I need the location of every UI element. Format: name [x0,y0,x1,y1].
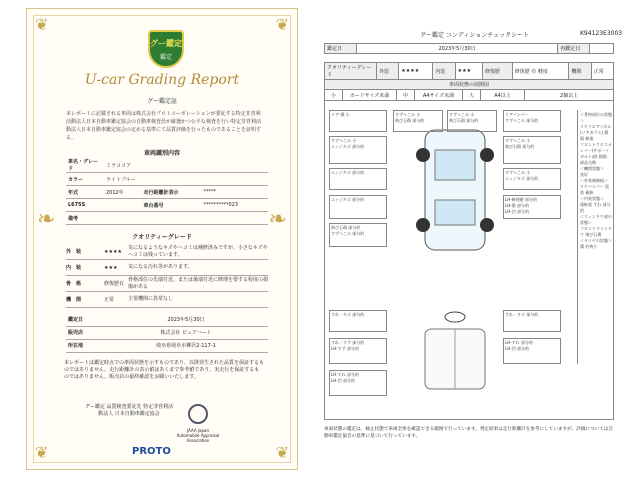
damage-note: エッジキズ 部分的 [329,195,387,219]
table-row: L675S 車台番号 **********023 [66,199,268,212]
ornament-corner-icon: ❦ [35,443,49,462]
ornament-corner-icon: ❦ [275,443,289,462]
wheel-icon [416,218,430,232]
proto-logo: PROTO [132,446,171,457]
vehicle-top-diagram [395,120,515,260]
table-row: 年式 2012年 走行距離計表示 ***** [66,186,268,199]
table-row: 鑑定日 2023年5月30日 [66,313,268,326]
damage-note: LH-すれ 部分的 LH-凹 部分的 [329,370,387,396]
table-row: 車名・グレード ミラココア [66,158,268,173]
wheel-icon [480,148,494,162]
rear-window-shape [435,200,475,225]
grade-row: 内 装 ★★★ 気になる汚れ等があります。 [66,260,268,276]
ornament-side-icon: ❧ [268,207,287,232]
quality-section-title: クオリティーグレード [132,234,192,241]
quality-table [324,62,614,80]
certificate-intro: 本レポートに記載される車両は株式会社プロトコーポレーションが委託する特定非営利活動法人日本自動車鑑定協会の自動車検査員が厳選かつ公平な検査を行い特定非営利活動法人日本自動車鑑定協会の定める基準にて品質評価を行ったものであることを証明する。 [66,111,262,141]
damage-note: すれ・すず 部分的 LH-すず 部分的 [329,338,387,364]
star-rating: ★★★ [455,63,482,80]
table-row: 販売店 株式会社 ビュアハート [66,326,268,339]
document-number: K94123E3003 [580,30,623,37]
damage-note: リア-傷 小 [329,110,387,132]
quality-grades [66,244,268,308]
table-row: 備考 [66,212,268,225]
damage-note: LH-すれ 部分的 LH-凹 部分的 [503,338,561,364]
table-row: 所在地 岐阜県岐阜市柳沢2-117-1 [66,339,268,352]
damage-note: すれ・キズ 部分的 [329,310,387,332]
vehicle-info-table [66,158,268,225]
damage-note: すずへこみ 小 エッジキズ 部分的 [503,168,561,190]
star-rating: ★★★ [104,264,118,271]
issuer-text: グー鑑定 品質検査委託先 特定非営利活動法人 日本自動車鑑定協会 [84,404,174,417]
certificate-footer-note: 本レポートは鑑定時点での車両状態を示すものであり、以降発生された品質を保証するものではありません。走行距離計の表示値はあくまで参考値であり、実走行を保証するものではありません。販売店の最終確認をお願いいたします。 [64,360,265,380]
steering-wheel-icon [445,312,465,322]
car-body-shape [425,130,485,250]
dealer-info-table [66,313,268,353]
grade-row: 骨 格 修復歴有 骨格部位の先端付近、または後端付近に修理を要する程度の損傷がある [66,276,268,292]
damage-note: すずへこみ 小 飛び石傷 部分的 [447,110,497,132]
wheel-icon [480,218,494,232]
ornament-corner-icon: ❦ [275,15,289,34]
condition-panel [324,79,614,420]
vehicle-section-title: 車両識別内容 [143,150,180,157]
sheet-bottom-note: 車両状態の鑑定は、検止状態で車両全体を確認できる範囲で行っています。判定結果は走行距離計を参考にしていますが、評価については自動車鑑定協会の基準に基づいて行っています。 [324,427,613,439]
damage-note: すずへこみ 小 エッジキズ 部分的 [329,136,387,164]
jaaa-caption: JAAA Japan Automobile Appraisal Association [176,428,220,443]
vehicle-interior-diagram [405,305,505,395]
date-table [324,43,614,54]
ornament-side-icon: ❧ [37,207,56,232]
table-row: 鑑定日 2023年5月30日 再鑑定日 [325,44,614,54]
goo-kantei-logo: グー鑑定 鑑定 [148,30,184,68]
grade-row: 機 関 正常 主要機関に異常なし [66,292,268,308]
table-row: カラー ライトブルー [66,173,268,186]
damage-legend: 小 カードサイズ未満 中 A4サイズ未満 大 A4以上 2個以上 [325,90,613,101]
damage-note: エッジキズ 部分的 [329,168,387,190]
windshield-shape [435,150,475,180]
damage-note: すずへこみ 小 飛び石傷 部分的 [503,136,561,164]
sheet-title: グー鑑定 コンディションチェックシート [420,32,530,39]
table-row: クオリティーグレード 外装 ★★★★ 内装 ★★★ 修復歴 修復歴 有 軽度 機関 正常 [325,63,614,80]
damage-note: LH-修理歴 部分的 LH-傷 部分的 LH-凹 部分的 [503,195,561,219]
star-rating: ★★★★ [399,63,433,80]
damage-note: 飛び石傷 部分的 すずへこみ 部分的 [329,223,387,247]
jaaa-logo-icon [188,404,208,424]
wheel-icon [416,148,430,162]
star-rating: ★★★★ [104,248,122,255]
damage-note: すれ・キズ 部分的 [503,310,561,332]
panel-title: 車両状態の展開図 [325,80,613,90]
damage-note: すずへこみ 小 飛び石傷 部分的 [393,110,443,132]
inspection-notes: ＜骨格部位の状態＞ リヤフロアパネル(リアガラス) 損傷 修復 フロントクロスメンバー(サポートボルト部) 損傷 部品交換 ＜機関状態＞ 良好 ＜外装補修痕＞ リヤバンパー 塗装 補修 ＜内装状態＞ 運転席 すれ 部分的 ＜ウィンドウ部の状態＞ フロントウインドウ 飛び石傷 ＜タイヤの状態＞ 溝 約残り [577,110,614,364]
ornament-corner-icon: ❦ [35,15,49,34]
grade-row: 外 装 ★★★★ 気になるようなキズやヘコミは補修済みですが、小さなキズやヘコミは残っています。 [66,244,268,260]
damage-note: リアバンパー すずへこみ 部分的 [503,110,561,132]
certificate-subtitle: グー鑑定証 [146,98,177,105]
report-title: U-car Grading Report [84,72,240,88]
